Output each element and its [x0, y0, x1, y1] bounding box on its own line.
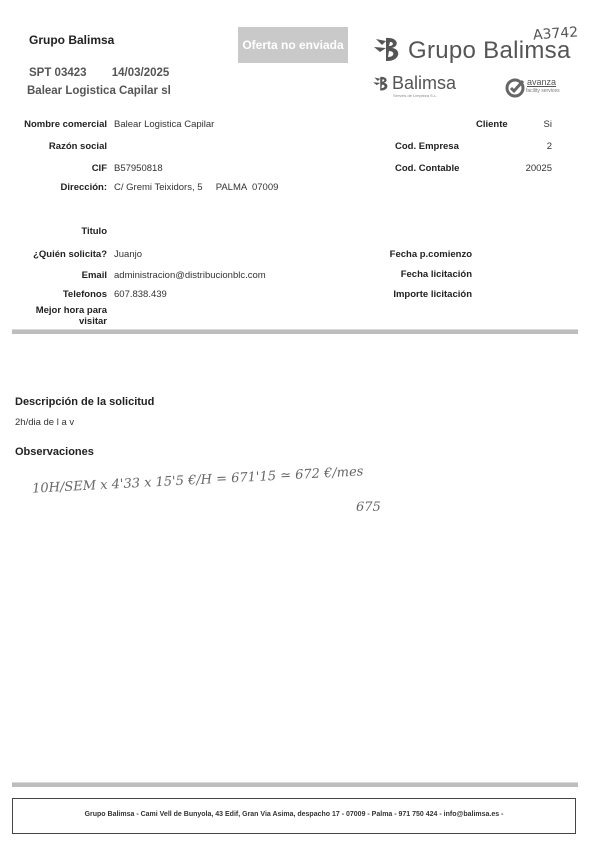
reference-line: [29, 67, 169, 79]
description-text: 2h/dia de l a v: [15, 417, 75, 428]
label-quien-solicita: ¿Quién solicita?: [33, 249, 107, 260]
balimsa-logo: [372, 73, 472, 99]
label-razon-social: Razón social: [48, 141, 107, 152]
observations-handwritten-line: 10H/SEM x 4'33 x 15'5 €/H = 671'15 ≃ 672 €/mes: [31, 464, 364, 497]
logo-secondary-tagline: Serveis de Limpieza S.L.: [393, 93, 438, 98]
logo-partner-tagline: facility services: [526, 88, 560, 94]
value-quien-solicita: Juanjo: [114, 249, 142, 260]
label-cod-contable: Cod. Contable: [395, 163, 460, 174]
label-nombre-comercial: Nombre comercial: [24, 119, 107, 130]
company-name: Grupo Balimsa: [29, 33, 115, 47]
value-nombre-comercial: Balear Logistica Capilar: [114, 119, 215, 130]
balimsa-mark-icon: [372, 35, 406, 65]
observations-title: Observaciones: [15, 446, 94, 458]
avanza-logo: [505, 77, 575, 99]
footer-divider: [12, 782, 578, 787]
observations-handwritten-correction: 675: [356, 500, 381, 515]
footer-text: Grupo Balimsa - Cami Vell de Bunyola, 43 Edif, Gran Via Asima, despacho 17 - 07009 - Palma - 971 750 424 - info@balimsa.es -: [84, 811, 504, 818]
client-name: Balear Logistica Capilar sl: [27, 85, 171, 97]
label-cliente: Cliente: [476, 119, 508, 130]
label-direccion: Dirección:: [60, 182, 107, 193]
balimsa-small-mark-icon: [372, 74, 392, 94]
value-direccion: C/ Gremi Teixidors, 5 PALMA 07009: [114, 182, 279, 193]
avanza-check-icon: [505, 78, 525, 98]
label-cod-empresa: Cod. Empresa: [395, 141, 459, 152]
label-telefonos: Telefonos: [62, 289, 107, 300]
label-cif: CIF: [91, 163, 107, 174]
logo-partner-text: avanza: [527, 77, 557, 87]
handwritten-code: A3742: [532, 24, 579, 44]
label-importe-licitacion: Importe licitación: [393, 289, 472, 300]
label-fecha-licitacion: Fecha licitación: [400, 269, 472, 280]
label-email: Email: [81, 270, 107, 281]
label-fecha-comienzo: Fecha p.comienzo: [389, 249, 472, 260]
reference-code: SPT 03423: [29, 67, 87, 79]
value-cod-contable: 20025: [525, 163, 552, 174]
value-cif: B57950818: [114, 163, 163, 174]
footer-box: [12, 798, 576, 834]
reference-date: 14/03/2025: [111, 67, 170, 79]
value-telefonos: 607.838.439: [114, 289, 167, 300]
section-divider: [12, 329, 578, 334]
logo-secondary-text: Balimsa: [392, 73, 457, 93]
label-titulo: Titulo: [81, 226, 107, 237]
value-email: administracion@distribucionblc.com: [114, 270, 266, 281]
value-cliente: Si: [543, 119, 552, 130]
status-badge: Oferta no enviada: [238, 27, 348, 63]
label-mejor-hora: Mejor hora para visitar: [35, 305, 107, 327]
description-title: Descripción de la solicitud: [15, 396, 155, 408]
logo-main-text: Grupo Balimsa: [408, 37, 571, 64]
value-cod-empresa: 2: [546, 141, 552, 152]
